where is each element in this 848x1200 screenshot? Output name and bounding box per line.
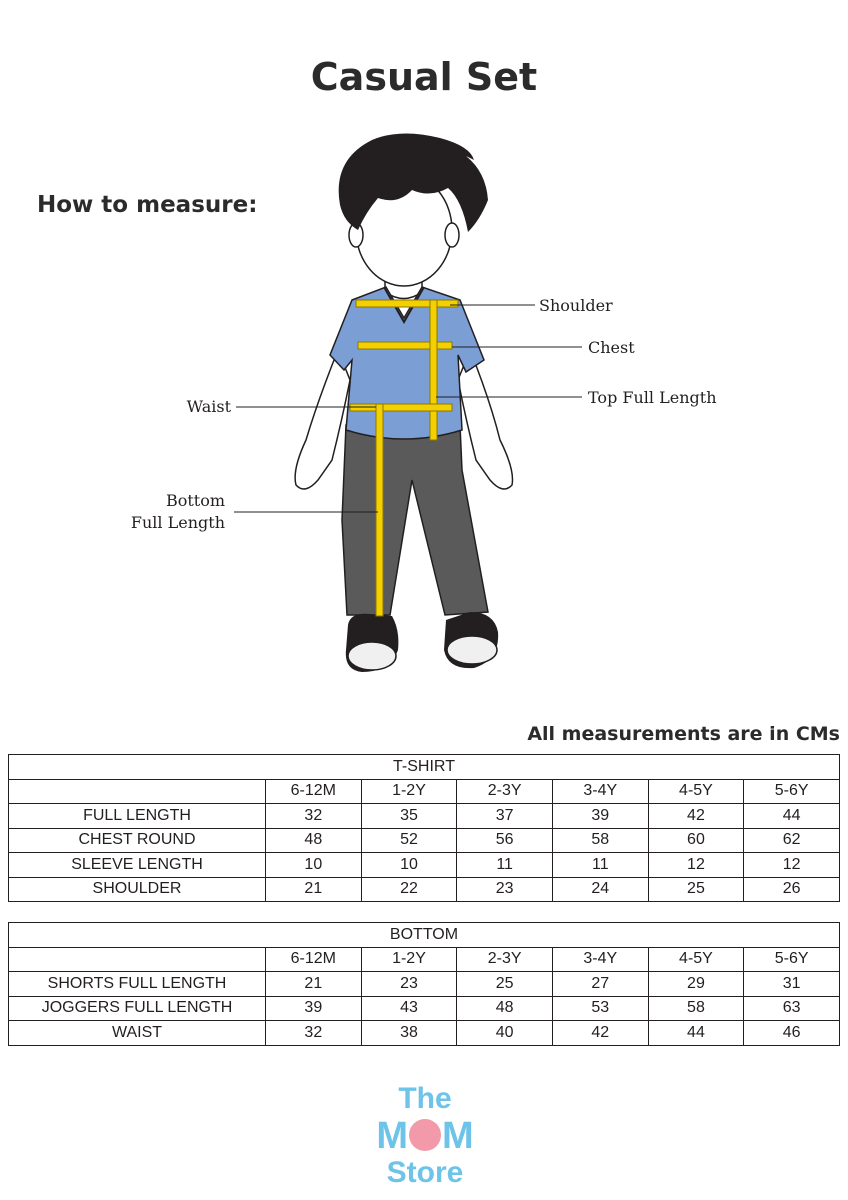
header-blank [9,947,266,972]
label-bottom-line2: Full Length [130,513,225,532]
cell: 60 [648,828,744,853]
cell: 10 [266,853,362,878]
tape-top-length [430,300,437,440]
shirt [330,287,484,439]
label-bottom-line1: Bottom [165,491,225,510]
size-header: 3-4Y [552,779,648,804]
cell: 35 [361,804,457,829]
table-row [9,828,840,853]
size-header: 4-5Y [648,947,744,972]
the-mom-store-logo [360,1082,490,1192]
logo-m-right: M [442,1115,474,1157]
cell: 48 [457,996,553,1021]
cell: 39 [266,996,362,1021]
logo-line3: Store [386,1156,464,1189]
table-row [9,853,840,878]
cell: 21 [266,972,362,997]
left-shoe [346,614,399,672]
cell: 32 [266,804,362,829]
tape-shoulder [356,300,458,307]
cell: 62 [744,828,840,853]
size-header: 2-3Y [457,779,553,804]
bottom-size-header-row [9,947,840,972]
cell: 27 [552,972,648,997]
cell: 32 [266,1021,362,1046]
cell: 12 [648,853,744,878]
cell: 21 [266,877,362,902]
cell: 58 [552,828,648,853]
row-label: SLEEVE LENGTH [9,853,266,878]
cell: 37 [457,804,553,829]
cell: 25 [648,877,744,902]
size-header: 6-12M [266,947,362,972]
logo-m-left: M [376,1115,408,1157]
cell: 63 [744,996,840,1021]
size-header: 1-2Y [361,779,457,804]
tshirt-size-header-row [9,779,840,804]
cell: 24 [552,877,648,902]
right-shoe [444,612,498,668]
cell: 23 [457,877,553,902]
cell: 53 [552,996,648,1021]
cell: 25 [457,972,553,997]
tape-bottom-length [376,404,383,616]
row-label: SHOULDER [9,877,266,902]
label-top-full-length: Top Full Length [588,388,717,407]
size-header: 4-5Y [648,779,744,804]
table-row [9,1021,840,1046]
label-shoulder: Shoulder [539,296,613,315]
cell: 10 [361,853,457,878]
row-label: JOGGERS FULL LENGTH [9,996,266,1021]
cell: 46 [744,1021,840,1046]
cell: 26 [744,877,840,902]
cell: 43 [361,996,457,1021]
tshirt-table-title: T-SHIRT [9,755,840,780]
size-header: 6-12M [266,779,362,804]
cell: 44 [648,1021,744,1046]
table-row [9,877,840,902]
cell: 52 [361,828,457,853]
cell: 12 [744,853,840,878]
label-chest: Chest [588,338,635,357]
bottom-size-table [8,922,840,1046]
size-header: 1-2Y [361,947,457,972]
row-label: FULL LENGTH [9,804,266,829]
cell: 29 [648,972,744,997]
row-label: WAIST [9,1021,266,1046]
flower-icon [409,1119,441,1151]
size-header: 3-4Y [552,947,648,972]
table-row [9,972,840,997]
cell: 40 [457,1021,553,1046]
row-label: SHORTS FULL LENGTH [9,972,266,997]
cell: 31 [744,972,840,997]
size-header: 2-3Y [457,947,553,972]
cell: 38 [361,1021,457,1046]
how-to-measure-heading: How to measure: [37,192,258,218]
cell: 11 [457,853,553,878]
header-blank [9,779,266,804]
pants [342,425,488,615]
logo-line2 [360,1116,490,1156]
cell: 48 [266,828,362,853]
page-title: Casual Set [310,55,538,99]
size-header: 5-6Y [744,947,840,972]
size-header: 5-6Y [744,779,840,804]
tape-chest [358,342,452,349]
cell: 11 [552,853,648,878]
cell: 23 [361,972,457,997]
cell: 44 [744,804,840,829]
table-row [9,804,840,829]
right-ear [445,223,459,247]
table-row [9,996,840,1021]
label-waist: Waist [186,397,231,416]
units-note: All measurements are in CMs [527,723,840,745]
cell: 56 [457,828,553,853]
cell: 42 [552,1021,648,1046]
cell: 42 [648,804,744,829]
row-label: CHEST ROUND [9,828,266,853]
measurement-illustration [0,130,848,685]
tshirt-size-table [8,754,840,902]
left-arm [295,350,350,489]
cell: 39 [552,804,648,829]
cell: 58 [648,996,744,1021]
cell: 22 [361,877,457,902]
logo-line1: The [398,1082,452,1115]
bottom-table-title: BOTTOM [9,923,840,948]
